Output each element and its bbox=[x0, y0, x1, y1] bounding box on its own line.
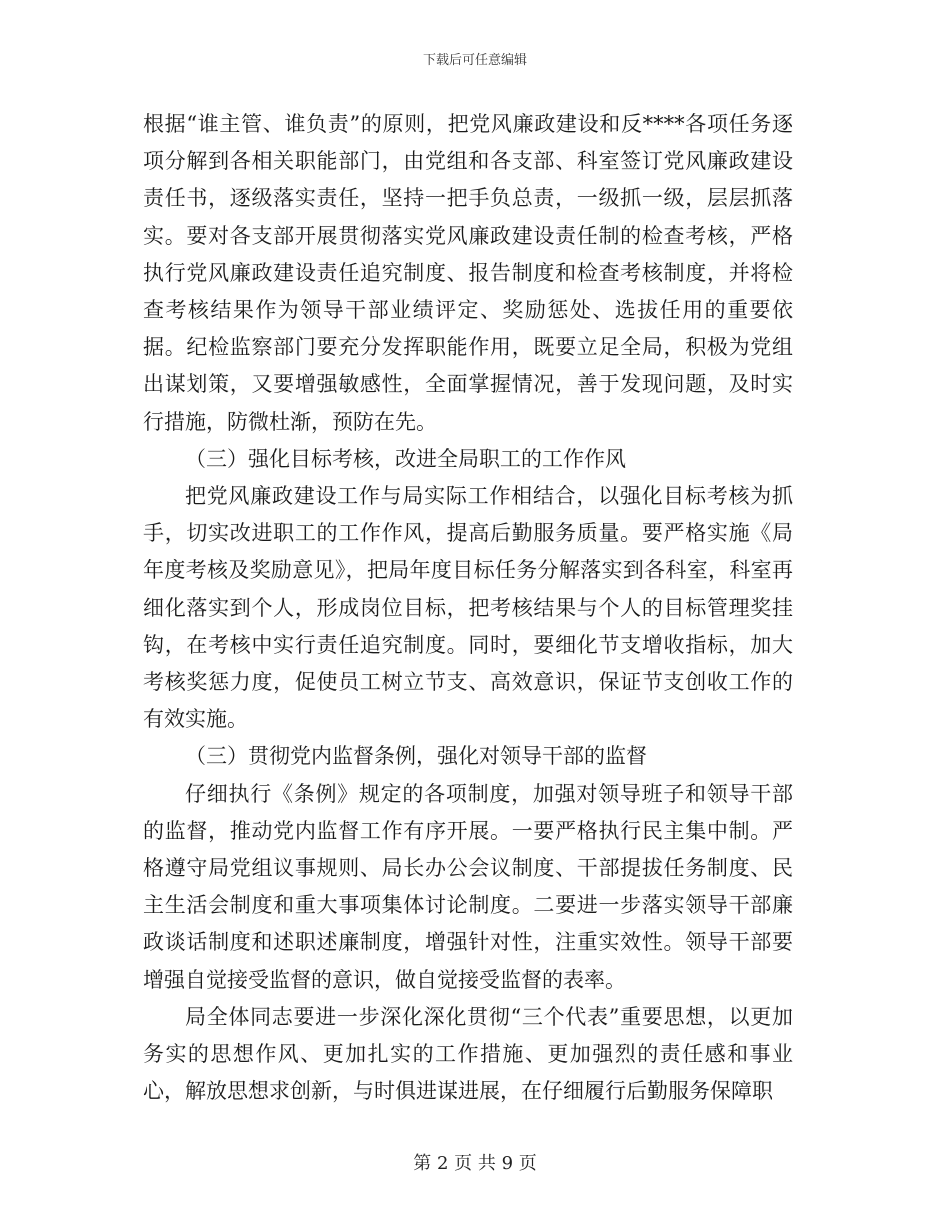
body-paragraph: 局全体同志要进一步深化深化贯彻“三个代表”重要思想，以更加务实的思想作风、更加扎实的工作措施、更加强烈的责任感和事业心，解放思想求创新，与时俱进谋进展，在仔细履行后勤服务保障职 bbox=[143, 1004, 793, 1104]
document-body bbox=[143, 106, 793, 1110]
section-heading: （三）贯彻党内监督条例，强化对领导干部的监督 bbox=[185, 744, 647, 769]
body-paragraph: 把党风廉政建设工作与局实际工作相结合，以强化目标考核为抓手，切实改进职工的工作作风，提高后勤服务质量。要严格实施《局年度考核及奖励意见》，把局年度目标任务分解落实到各科室，科室再细化落实到个人，形成岗位目标，把考核结果与个人的目标管理奖挂钩，在考核中实行责任追究制度。同时，要细化节支增收指标，加大考核奖惩力度，促使员工树立节支、高效意识，保证节支创收工作的有效实施。 bbox=[143, 484, 793, 732]
body-paragraph: 根据“谁主管、谁负责”的原则，把党风廉政建设和反****各项任务逐项分解到各相关职能部门，由党组和各支部、科室签订党风廉政建设责任书，逐级落实责任，坚持一把手负总责，一级抓一级，层层抓落实。要对各支部开展贯彻落实党风廉政建设责任制的检查考核，严格执行党风廉政建设责任追究制度、报告制度和检查考核制度，并将检查考核结果作为领导干部业绩评定、奖励惩处、选拔任用的重要依据。纪检监察部门要充分发挥职能作用，既要立足全局，积极为党组出谋划策，又要增强敏感性，全面掌握情况，善于发现问题，及时实行措施，防微杜渐，预防在先。 bbox=[143, 112, 793, 434]
section-heading: （三）强化目标考核，改进全局职工的工作作风 bbox=[185, 446, 626, 471]
body-paragraph: 仔细执行《条例》规定的各项制度，加强对领导班子和领导干部的监督，推动党内监督工作有序开展。一要严格执行民主集中制。严格遵守局党组议事规则、局长办公会议制度、干部提拔任务制度、民主生活会制度和重大事项集体讨论制度。二要进一步落实领导干部廉政谈话制度和述职述廉制度，增强针对性，注重实效性。领导干部要增强自觉接受监督的意识，做自觉接受监督的表率。 bbox=[143, 781, 793, 992]
page-footer-number: 第 2 页 共 9 页 bbox=[413, 1153, 537, 1174]
page-header-note: 下载后可任意编辑 bbox=[422, 53, 527, 68]
